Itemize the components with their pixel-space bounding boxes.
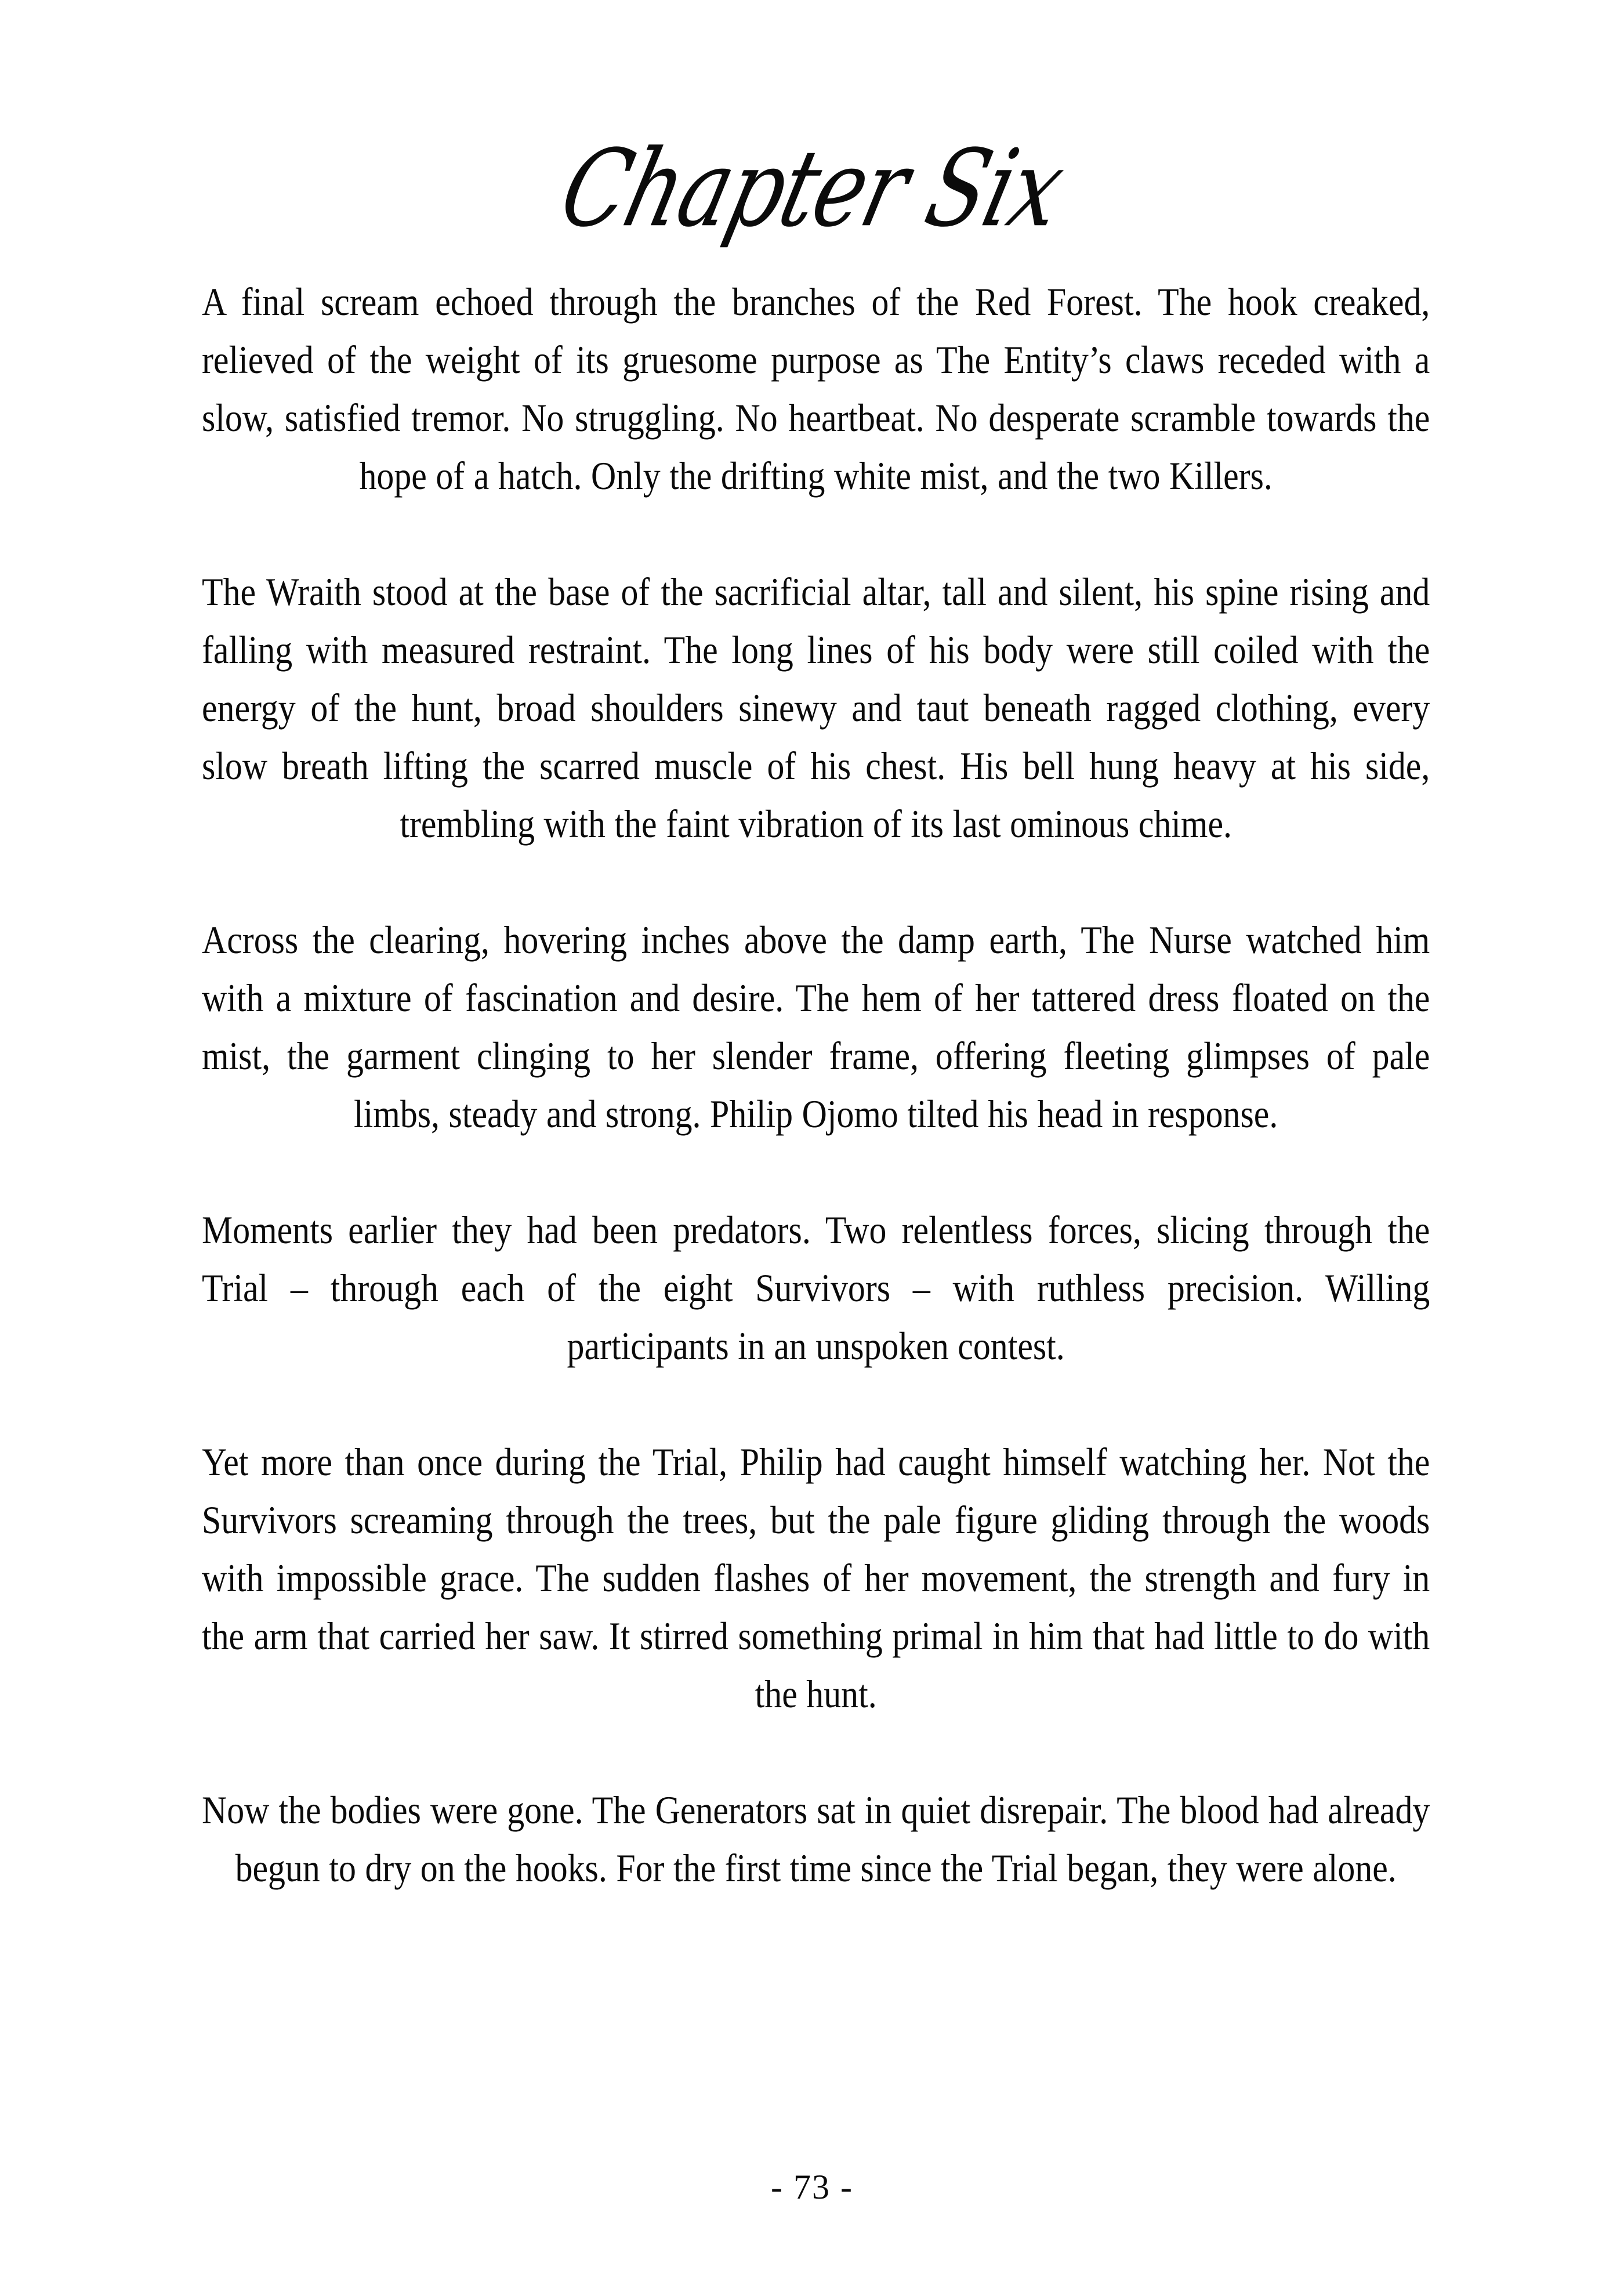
body-text-column: [202, 273, 1430, 1897]
chapter-title: Chapter Six: [549, 127, 1075, 251]
body-paragraph: Across the clearing, hovering inches above the damp earth, The Nurse watched him with a mixture of fascination and desire. The hem of her tattered dress floated on the mist, the garment clinging to her slender frame, offering fleeting glimpses of pale limbs, steady and strong. Philip Ojomo tilted his head in response.: [202, 918, 1430, 1136]
body-paragraph: Moments earlier they had been predators. Two relentless forces, slicing through the Trial – through each of the eight Survivors – with ruthless precision. Willing participants in an unspoken contest.: [202, 1208, 1430, 1368]
body-paragraph: Now the bodies were gone. The Generators sat in quiet disrepair. The blood had already begun to dry on the hooks. For the first time since the Trial began, they were alone.: [202, 1788, 1430, 1890]
page-number: - 73 -: [771, 2168, 853, 2206]
body-paragraph: Yet more than once during the Trial, Philip had caught himself watching her. Not the Survivors screaming through the trees, but the pale figure gliding through the woods with impossible grace. The sudden flashes of her movement, the strength and fury in the arm that carried her saw. It stirred something primal in him that had little to do with the hunt.: [202, 1440, 1430, 1716]
body-paragraph: The Wraith stood at the base of the sacrificial altar, tall and silent, his spine rising and falling with measured restraint. The long lines of his body were still coiled with the energy of the hunt, broad shoulders sinewy and taut beneath ragged clothing, every slow breath lifting the scarred muscle of his chest. His bell hung heavy at his side, trembling with the faint vibration of its last ominous chime.: [202, 570, 1430, 846]
body-paragraph: A final scream echoed through the branches of the Red Forest. The hook creaked, relieved of the weight of its gruesome purpose as The Entity’s claws receded with a slow, satisfied tremor. No struggling. No heartbeat. No desperate scramble towards the hope of a hatch. Only the drifting white mist, and the two Killers.: [202, 280, 1430, 498]
